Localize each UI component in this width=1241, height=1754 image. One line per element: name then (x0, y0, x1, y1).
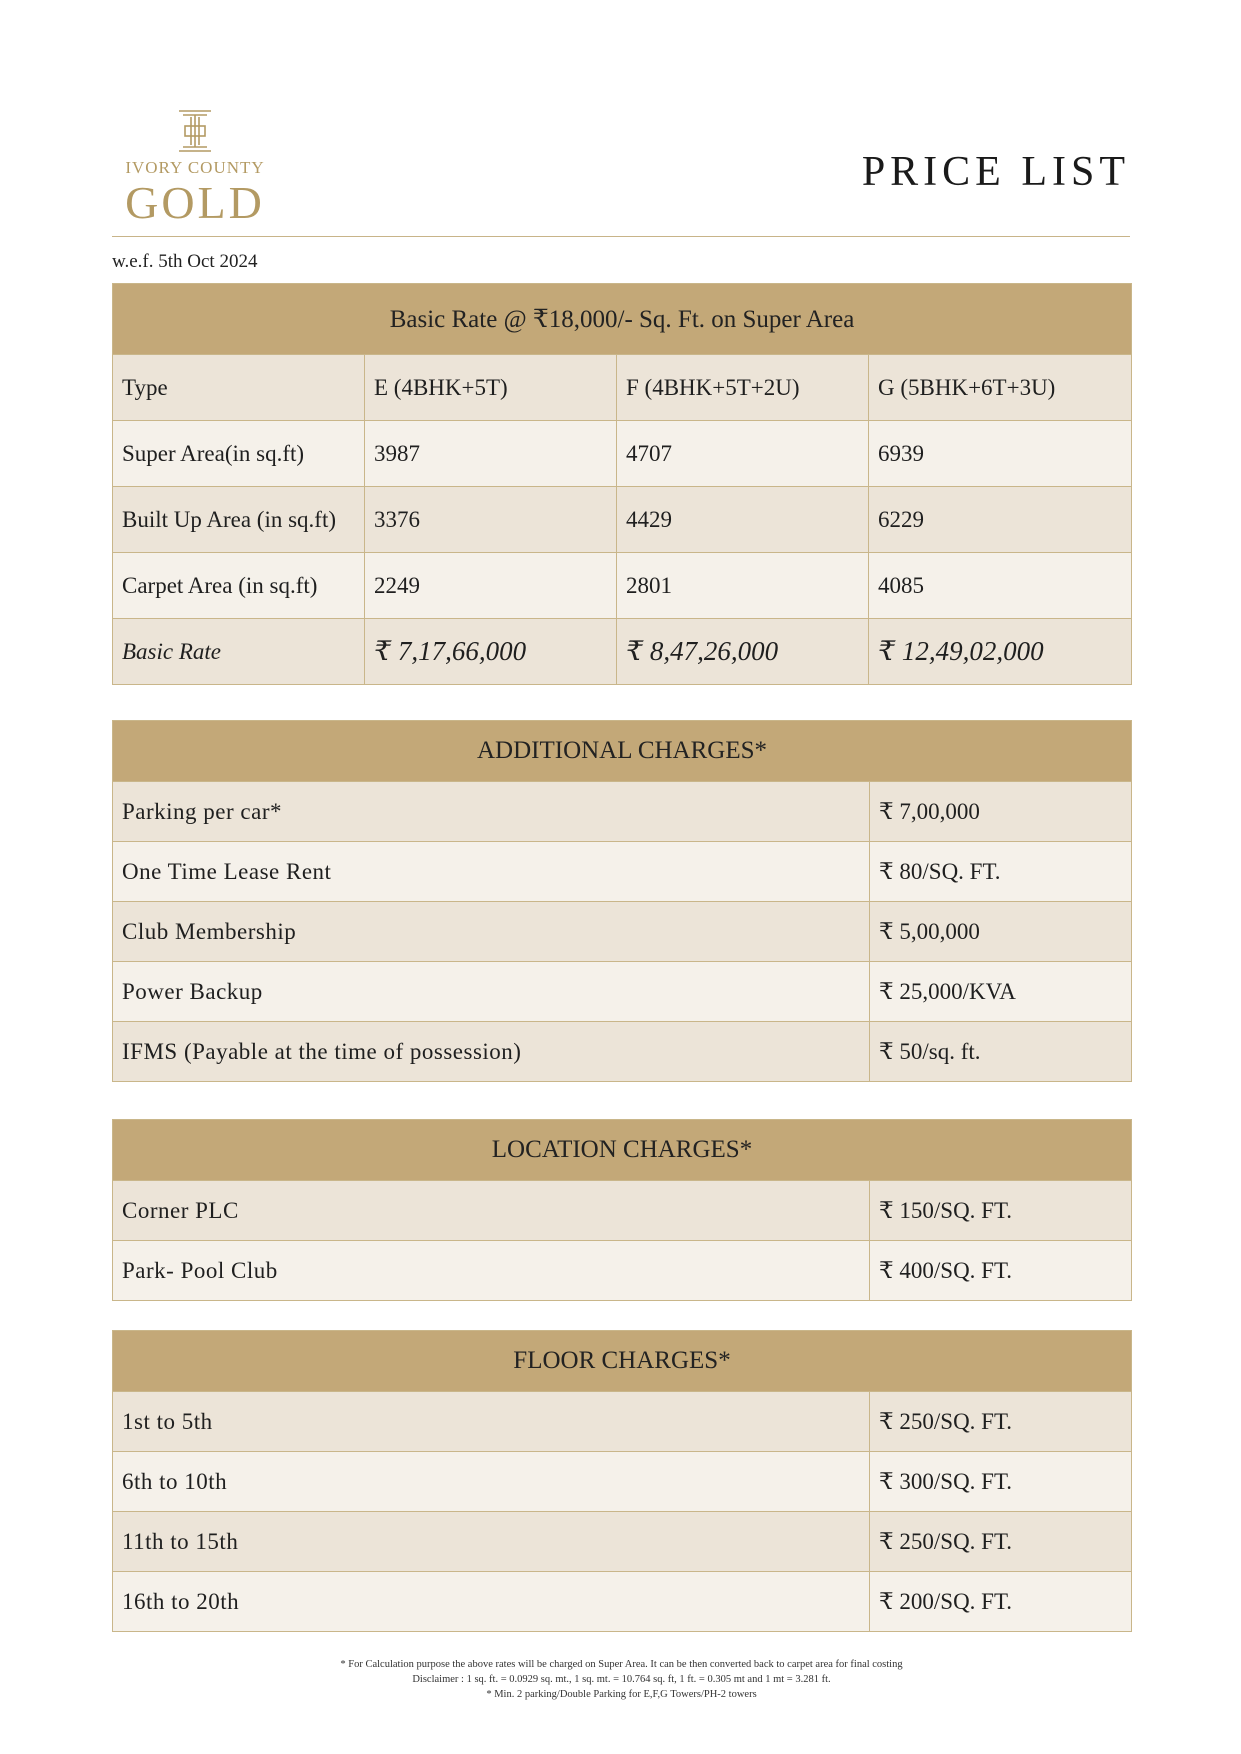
table-cell: 6229 (869, 487, 1132, 553)
table-cell: 2249 (365, 553, 617, 619)
charge-value: ₹ 50/sq. ft. (870, 1022, 1132, 1082)
footer-notes (112, 1657, 1131, 1702)
table-cell: 4085 (869, 553, 1132, 619)
charge-label: 6th to 10th (113, 1452, 870, 1512)
row-label: Super Area(in sq.ft) (113, 421, 365, 487)
row-label: Carpet Area (in sq.ft) (113, 553, 365, 619)
floor-charges-table (112, 1330, 1132, 1632)
table-cell: 6939 (869, 421, 1132, 487)
basic-rate-heading: Basic Rate @ ₹18,000/- Sq. Ft. on Super Area (113, 284, 1132, 355)
footnote-parking: * Min. 2 parking/Double Parking for E,F,G Towers/PH-2 towers (486, 1689, 757, 1700)
charge-label: Power Backup (113, 962, 870, 1022)
basic-rate-row (113, 619, 1132, 685)
footnote-disclaimer: Disclaimer : 1 sq. ft. = 0.0929 sq. mt., 1 sq. mt. = 10.764 sq. ft, 1 ft. = 0.305 mt and 1 mt = 3.281 ft. (412, 1674, 831, 1685)
price-cell: ₹ 8,47,26,000 (617, 619, 869, 685)
brand-name: GOLD (125, 177, 265, 228)
table-row (113, 902, 1132, 962)
footnote-calculation: * For Calculation purpose the above rates will be charged on Super Area. It can be then converted back to carpet area for final costing (340, 1659, 903, 1670)
table-row (113, 782, 1132, 842)
charge-value: ₹ 250/SQ. FT. (870, 1512, 1132, 1572)
charge-label: Club Membership (113, 902, 870, 962)
table-cell: 3987 (365, 421, 617, 487)
charge-value: ₹ 7,00,000 (870, 782, 1132, 842)
charge-label: Park- Pool Club (113, 1241, 870, 1301)
charge-value: ₹ 5,00,000 (870, 902, 1132, 962)
table-row (113, 487, 1132, 553)
price-cell: ₹ 12,49,02,000 (869, 619, 1132, 685)
charge-value: ₹ 80/SQ. FT. (870, 842, 1132, 902)
table-row (113, 553, 1132, 619)
charge-value: ₹ 200/SQ. FT. (870, 1572, 1132, 1632)
header-divider (112, 236, 1130, 237)
tower-emblem-icon (173, 108, 217, 154)
table-row (113, 1181, 1132, 1241)
table-cell: 2801 (617, 553, 869, 619)
price-cell: ₹ 7,17,66,000 (365, 619, 617, 685)
brand-subtitle: IVORY COUNTY (125, 158, 265, 177)
charge-label: Parking per car* (113, 782, 870, 842)
table-row (113, 1022, 1132, 1082)
row-label: Basic Rate (113, 619, 365, 685)
table-row (113, 1572, 1132, 1632)
charge-label: One Time Lease Rent (113, 842, 870, 902)
charge-value: ₹ 300/SQ. FT. (870, 1452, 1132, 1512)
row-label: Built Up Area (in sq.ft) (113, 487, 365, 553)
table-row (113, 1241, 1132, 1301)
header-cell: E (4BHK+5T) (365, 355, 617, 421)
charge-value: ₹ 250/SQ. FT. (870, 1392, 1132, 1452)
table-cell: 4707 (617, 421, 869, 487)
page-title: PRICE LIST (861, 149, 1130, 195)
charge-value: ₹ 150/SQ. FT. (870, 1181, 1132, 1241)
table-row (113, 1392, 1132, 1452)
table-row (113, 1512, 1132, 1572)
charge-label: 11th to 15th (113, 1512, 870, 1572)
table-cell: 3376 (365, 487, 617, 553)
additional-charges-table (112, 720, 1132, 1082)
charge-value: ₹ 400/SQ. FT. (870, 1241, 1132, 1301)
section-heading: LOCATION CHARGES* (113, 1120, 1132, 1181)
brand-logo (110, 108, 280, 226)
section-heading: ADDITIONAL CHARGES* (113, 721, 1132, 782)
charge-label: IFMS (Payable at the time of possession) (113, 1022, 870, 1082)
table-row (113, 355, 1132, 421)
effective-date: w.e.f. 5th Oct 2024 (112, 251, 258, 272)
header-cell: Type (113, 355, 365, 421)
charge-label: 1st to 5th (113, 1392, 870, 1452)
table-cell: 4429 (617, 487, 869, 553)
table-row (113, 1452, 1132, 1512)
section-heading: FLOOR CHARGES* (113, 1331, 1132, 1392)
table-row (113, 421, 1132, 487)
header-cell: F (4BHK+5T+2U) (617, 355, 869, 421)
charge-value: ₹ 25,000/KVA (870, 962, 1132, 1022)
table-row (113, 842, 1132, 902)
table-row (113, 962, 1132, 1022)
charge-label: Corner PLC (113, 1181, 870, 1241)
basic-rate-table (112, 283, 1132, 685)
location-charges-table (112, 1119, 1132, 1301)
header-cell: G (5BHK+6T+3U) (869, 355, 1132, 421)
charge-label: 16th to 20th (113, 1572, 870, 1632)
